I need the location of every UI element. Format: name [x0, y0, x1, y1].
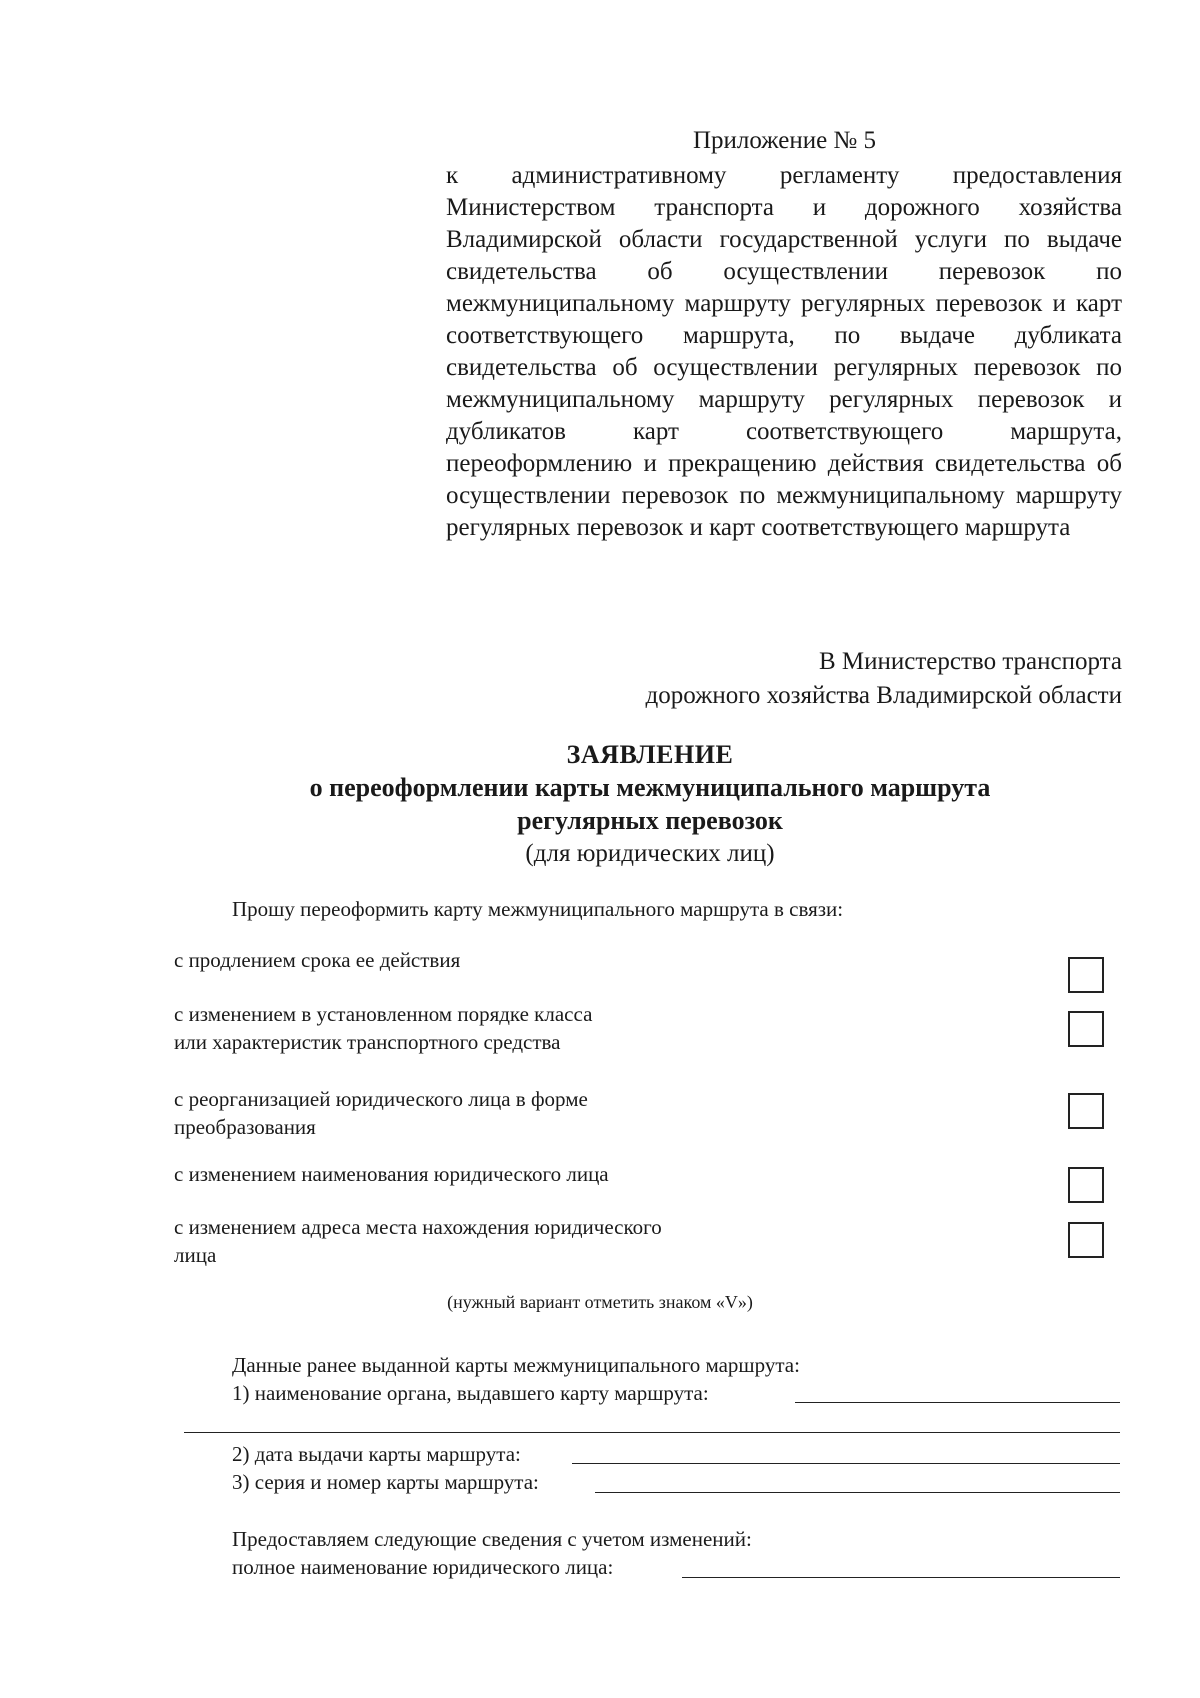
recipient-line: дорожного хозяйства Владимирской области [645, 682, 1122, 709]
appendix-line: регулярных перевозок по межмуниципальному [446, 354, 1122, 413]
option-label: с изменением наименования юридического лица [174, 1162, 609, 1186]
appendix-line: об осуществлении перевозок по межмуниципальному [446, 450, 1122, 509]
option-address-change-checkbox[interactable] [1068, 1222, 1104, 1258]
option-label: преобразования [174, 1115, 316, 1139]
option-reorganization-checkbox[interactable] [1068, 1093, 1104, 1129]
appendix-line: Министерством транспорта и дорожного хозяйства [446, 194, 1122, 221]
changes-heading: Предоставляем следующие сведения с учетом изменений: [232, 1527, 752, 1551]
option-label: или характеристик транспортного средства [174, 1030, 561, 1054]
card-number-field[interactable] [595, 1492, 1120, 1493]
application-heading [200, 738, 1100, 870]
option-label: с продлением срока ее действия [174, 948, 461, 972]
option-extension-checkbox[interactable] [1068, 957, 1104, 993]
request-text: Прошу переоформить карту межмуниципального маршрута в связи: [232, 897, 844, 921]
appendix-line: соответствующего маршрута, переоформлению [446, 418, 1123, 477]
option-label: лица [174, 1243, 217, 1267]
recipient-line: В Министерство транспорта [819, 648, 1122, 675]
legal-name-label: полное наименование юридического лица: [232, 1555, 614, 1579]
issuer-field[interactable] [795, 1402, 1120, 1403]
appendix-line: по выдаче дубликата свидетельства об осуществлении [446, 322, 1122, 381]
option-name-change [174, 1160, 774, 1188]
option-vehicle-class [174, 1000, 774, 1056]
appendix-line: перевозок и карт соответствующего маршрута, [446, 290, 1122, 349]
card-number-label: 3) серия и номер карты маршрута: [232, 1470, 539, 1494]
option-name-change-checkbox[interactable] [1068, 1167, 1104, 1203]
recipient-block [646, 645, 1123, 713]
document-note: (для юридических лиц) [525, 840, 775, 867]
issue-date-label: 2) дата выдачи карты маршрута: [232, 1442, 521, 1466]
option-reorganization [174, 1085, 774, 1141]
appendix-line: по выдаче свидетельства об осуществлении перевозок [446, 226, 1123, 285]
document-subtitle: регулярных перевозок [517, 806, 783, 835]
previous-card-heading: Данные ранее выданной карты межмуниципального маршрута: [232, 1353, 800, 1377]
checkbox-hint: (нужный вариант отметить знаком «V») [447, 1292, 753, 1312]
document-title: ЗАЯВЛЕНИЕ [566, 740, 734, 769]
appendix-line: маршруту регулярных перевозок и карт [446, 482, 1122, 541]
appendix-line: маршруту регулярных перевозок и дубликатов карт [446, 386, 1123, 445]
option-label: с изменением адреса места нахождения юридического [174, 1215, 662, 1239]
appendix-text [446, 160, 1122, 544]
appendix-line: по межмуниципальному маршруту регулярных [446, 258, 1122, 317]
appendix-line: соответствующего маршрута [761, 514, 1071, 541]
appendix-line: Владимирской области государственной услуги [446, 226, 1004, 253]
issue-date-field[interactable] [572, 1463, 1120, 1464]
document-subtitle: о переоформлении карты межмуниципального маршрута [309, 773, 991, 802]
issuer-label: 1) наименование органа, выдавшего карту маршрута: [232, 1381, 709, 1405]
issuer-field-continuation[interactable] [184, 1432, 1120, 1433]
option-label: с изменением в установленном порядке класса [174, 1002, 593, 1026]
option-extension [174, 946, 774, 974]
appendix-line: к административному регламенту предоставления [446, 162, 1122, 189]
appendix-line: и прекращению действия свидетельства [643, 450, 1097, 477]
option-vehicle-class-checkbox[interactable] [1068, 1011, 1104, 1047]
option-label: с реорганизацией юридического лица в форме [174, 1087, 588, 1111]
option-address-change [174, 1213, 774, 1269]
appendix-title: Приложение № 5 [693, 127, 877, 154]
legal-name-field[interactable] [682, 1577, 1120, 1578]
